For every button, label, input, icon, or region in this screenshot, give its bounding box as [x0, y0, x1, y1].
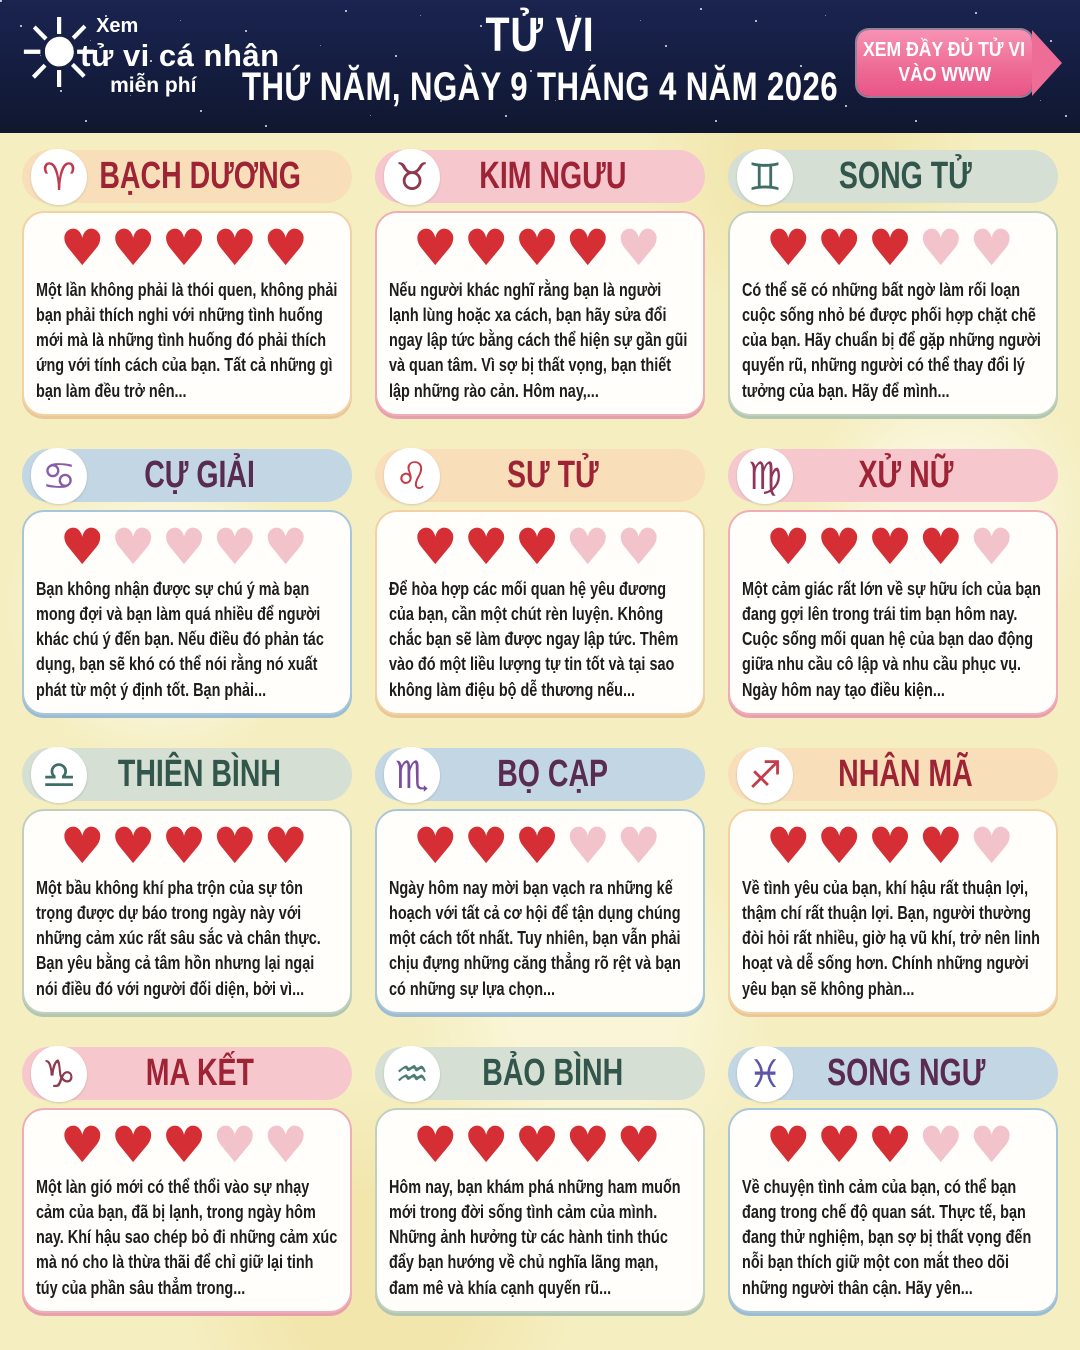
heart-empty-icon: ♥: [616, 219, 668, 277]
heart-filled-icon: ♥: [59, 518, 111, 576]
zodiac-card-header: [728, 1047, 1058, 1100]
page-title: TỬ VI: [485, 9, 595, 62]
heart-filled-icon: ♥: [816, 518, 868, 576]
zodiac-name: SƯ TỬ: [506, 454, 599, 496]
heart-filled-icon: ♥: [59, 1116, 111, 1174]
zodiac-name: BẢO BÌNH: [482, 1052, 624, 1094]
heart-filled-icon: ♥: [412, 518, 464, 576]
horoscope-text: Để hòa hợp các mối quan hệ yêu đương của bạn, cần một chút rèn luyện. Không chắc bạn sẽ làm được ngay lập tức. Thêm vào đó một liều lượng tự tin tốt và tại sao không làm điệu bộ dễ thương nếu...: [389, 578, 679, 700]
zodiac-card-body: [375, 510, 705, 715]
zodiac-card-body: [375, 809, 705, 1014]
zodiac-card-body: [375, 1108, 705, 1313]
zodiac-card-body: [728, 510, 1058, 715]
horoscope-text: Hôm nay, bạn khám phá những ham muốn mới trong đời sống tình cảm của mình. Những ảnh hưởng từ các hành tinh thúc đẩy bạn hướng về chủ nghĩa lãng mạn, đam mê và khía cạnh quyến rũ...: [389, 1176, 681, 1298]
cancer-icon: ♋: [31, 448, 87, 504]
heart-filled-icon: ♥: [616, 1116, 668, 1174]
zodiac-name: NHÂN MÃ: [838, 753, 974, 795]
aquarius-icon: ♒: [384, 1046, 440, 1102]
heart-empty-icon: ♥: [565, 817, 617, 875]
zodiac-card: [375, 1047, 705, 1313]
sagittarius-icon: ♐: [737, 747, 793, 803]
hearts-rating: [742, 518, 1044, 576]
heart-filled-icon: ♥: [110, 1116, 162, 1174]
zodiac-card: [728, 748, 1058, 1014]
zodiac-name: SONG TỬ: [839, 155, 973, 197]
logo-line-1: Xem: [96, 14, 139, 37]
horoscope-text: Một làn gió mới có thể thổi vào sự nhạy cảm của bạn, đã bị lạnh, trong ngày hôm nay. Khí hậu sao chép bỏ đi những cảm xúc mà nó cho là thừa thãi để chỉ giữ lại tinh túy của phần sâu thẳm trong...: [36, 1176, 338, 1298]
heart-filled-icon: ♥: [212, 219, 264, 277]
zodiac-name: THIÊN BÌNH: [118, 753, 282, 795]
heart-filled-icon: ♥: [212, 817, 264, 875]
site-logo-text: [80, 15, 280, 98]
leo-icon: ♌: [384, 448, 440, 504]
cta-button[interactable]: [857, 30, 1032, 96]
heart-filled-icon: ♥: [412, 1116, 464, 1174]
zodiac-card: [375, 150, 705, 416]
zodiac-card-header: [375, 1047, 705, 1100]
zodiac-card-header: [22, 150, 352, 203]
star-field-decor-small: [0, 0, 1, 1]
zodiac-card: [375, 748, 705, 1014]
heart-filled-icon: ♥: [161, 1116, 213, 1174]
zodiac-card-body: [728, 809, 1058, 1014]
date-heading: THỨ NĂM, NGÀY 9 THÁNG 4 NĂM 2026: [241, 65, 839, 109]
zodiac-card: [375, 449, 705, 715]
zodiac-card-body: [728, 211, 1058, 416]
heart-empty-icon: ♥: [918, 219, 970, 277]
heart-filled-icon: ♥: [463, 1116, 515, 1174]
zodiac-card-header: [375, 449, 705, 502]
heart-filled-icon: ♥: [59, 817, 111, 875]
heart-empty-icon: ♥: [161, 518, 213, 576]
horoscope-text: Một bầu không khí pha trộn của sự tôn trọng được dự báo trong ngày này với những cảm xúc rất sâu sắc và chân thực. Bạn yêu bằng cả tâm hồn nhưng lại ngại nói điều đó với người đối diện, bởi vì...: [36, 877, 321, 999]
hearts-rating: [389, 1116, 691, 1174]
heart-filled-icon: ♥: [918, 518, 970, 576]
scorpio-icon: ♏: [384, 747, 440, 803]
hearts-rating: [36, 518, 338, 576]
zodiac-card: [22, 150, 352, 416]
logo-line-2: tử vi cá nhân: [80, 37, 280, 73]
taurus-icon: ♉: [384, 149, 440, 205]
heart-filled-icon: ♥: [514, 1116, 566, 1174]
heart-filled-icon: ♥: [765, 518, 817, 576]
hearts-rating: [389, 518, 691, 576]
zodiac-name: BỌ CẠP: [497, 753, 609, 795]
heart-filled-icon: ♥: [412, 219, 464, 277]
heart-filled-icon: ♥: [161, 817, 213, 875]
hearts-rating: [742, 1116, 1044, 1174]
hearts-rating: [389, 817, 691, 875]
heart-filled-icon: ♥: [263, 219, 315, 277]
heart-empty-icon: ♥: [616, 518, 668, 576]
heart-filled-icon: ♥: [110, 817, 162, 875]
zodiac-card-body: [22, 211, 352, 416]
site-logo: [16, 0, 280, 110]
zodiac-card-header: [22, 748, 352, 801]
heart-empty-icon: ♥: [263, 518, 315, 576]
zodiac-card-header: [728, 449, 1058, 502]
hearts-rating: [36, 817, 338, 875]
heart-filled-icon: ♥: [412, 817, 464, 875]
heart-empty-icon: ♥: [565, 518, 617, 576]
heart-empty-icon: ♥: [969, 1116, 1021, 1174]
heart-filled-icon: ♥: [565, 219, 617, 277]
horoscope-text: Một lần không phải là thói quen, không phải bạn phải thích nghi với những tình huống mới mà là những tình huống đó phải thích ứng với tính cách của bạn. Tất cả những gì bạn làm đều trở nên...: [36, 279, 338, 401]
heart-empty-icon: ♥: [212, 518, 264, 576]
heart-filled-icon: ♥: [867, 1116, 919, 1174]
heart-empty-icon: ♥: [616, 817, 668, 875]
heart-filled-icon: ♥: [918, 817, 970, 875]
zodiac-card: [22, 748, 352, 1014]
heart-filled-icon: ♥: [514, 219, 566, 277]
zodiac-name: BẠCH DƯƠNG: [98, 155, 301, 197]
hearts-rating: [389, 219, 691, 277]
zodiac-card-body: [22, 1108, 352, 1313]
heart-filled-icon: ♥: [463, 518, 515, 576]
top-banner: [0, 0, 1080, 133]
zodiac-card: [22, 449, 352, 715]
zodiac-name: MA KẾT: [145, 1052, 254, 1094]
zodiac-grid: [22, 150, 1058, 1313]
heart-empty-icon: ♥: [212, 1116, 264, 1174]
cta-line-1: XEM ĐẦY ĐỦ TỬ VI: [863, 39, 1026, 61]
hearts-rating: [742, 219, 1044, 277]
zodiac-card: [728, 150, 1058, 416]
hearts-rating: [36, 1116, 338, 1174]
aries-icon: ♈: [31, 149, 87, 205]
heart-filled-icon: ♥: [110, 219, 162, 277]
heart-empty-icon: ♥: [918, 1116, 970, 1174]
heart-filled-icon: ♥: [867, 817, 919, 875]
pisces-icon: ♓: [737, 1046, 793, 1102]
heart-filled-icon: ♥: [816, 817, 868, 875]
horoscope-text: Về chuyện tình cảm của bạn, có thể bạn đang trong chế độ quan sát. Thực tế, bạn đang thử nghiệm, bạn sợ bị thất vọng đến nỗi bạn thích giữ một con mắt theo dõi những người thân cận. Hãy yên...: [742, 1176, 1032, 1298]
heart-empty-icon: ♥: [969, 817, 1021, 875]
heart-empty-icon: ♥: [263, 1116, 315, 1174]
virgo-icon: ♍: [737, 448, 793, 504]
heart-filled-icon: ♥: [816, 1116, 868, 1174]
heart-filled-icon: ♥: [565, 1116, 617, 1174]
zodiac-card-header: [375, 150, 705, 203]
zodiac-card-header: [728, 748, 1058, 801]
heart-filled-icon: ♥: [765, 219, 817, 277]
horoscope-text: Bạn không nhận được sự chú ý mà bạn mong đợi và bạn làm quá nhiều để người khác chú ý đến bạn. Nếu điều đó phản tác dụng, bạn sẽ khó có thể nói rằng nó xuất phát từ một ý định tốt. Bạn phải...: [36, 578, 324, 700]
gemini-icon: ♊: [737, 149, 793, 205]
heart-filled-icon: ♥: [765, 817, 817, 875]
heart-filled-icon: ♥: [161, 219, 213, 277]
zodiac-name: SONG NGƯ: [826, 1052, 985, 1094]
zodiac-card-header: [375, 748, 705, 801]
logo-line-3: miễn phí: [110, 73, 197, 97]
zodiac-card-header: [728, 150, 1058, 203]
heart-filled-icon: ♥: [463, 219, 515, 277]
heart-filled-icon: ♥: [867, 518, 919, 576]
zodiac-card: [728, 1047, 1058, 1313]
horoscope-text: Nếu người khác nghĩ rằng bạn là người lạnh lùng hoặc xa cách, bạn hãy sửa đổi ngay lập tức bằng cách thể hiện sự gần gũi và quan tâm. Vì sợ bị thất vọng, bạn thiết lập những rào cản. Hôm nay,...: [389, 279, 688, 401]
heart-empty-icon: ♥: [969, 518, 1021, 576]
zodiac-card-body: [22, 510, 352, 715]
zodiac-card-body: [375, 211, 705, 416]
capricorn-icon: ♑: [31, 1046, 87, 1102]
zodiac-card-body: [22, 809, 352, 1014]
zodiac-card-header: [22, 449, 352, 502]
heart-empty-icon: ♥: [110, 518, 162, 576]
heart-filled-icon: ♥: [59, 219, 111, 277]
zodiac-card: [22, 1047, 352, 1313]
heart-filled-icon: ♥: [765, 1116, 817, 1174]
heart-filled-icon: ♥: [263, 817, 315, 875]
zodiac-name: XỬ NỮ: [858, 454, 954, 496]
zodiac-card-header: [22, 1047, 352, 1100]
hearts-rating: [36, 219, 338, 277]
zodiac-card: [728, 449, 1058, 715]
hearts-rating: [742, 817, 1044, 875]
heart-filled-icon: ♥: [816, 219, 868, 277]
zodiac-name: CỰ GIẢI: [144, 454, 256, 496]
zodiac-name: KIM NGƯU: [479, 155, 627, 197]
heart-filled-icon: ♥: [867, 219, 919, 277]
horoscope-text: Ngày hôm nay mời bạn vạch ra những kế hoạch với tất cả cơ hội để tận dụng chúng một cách tốt nhất. Tuy nhiên, bạn vẫn phải chịu đựng những căng thẳng rõ rệt và bạn có những sự lựa chọn...: [389, 877, 681, 999]
horoscope-text: Có thể sẽ có những bất ngờ làm rối loạn cuộc sống nhỏ bé được phối hợp chặt chẽ của bạn. Hãy chuẩn bị để gặp những người quyến rũ, những người có thể thay đổi lý tưởng của bạn. Hãy để mình...: [742, 279, 1041, 401]
horoscope-text: Một cảm giác rất lớn về sự hữu ích của bạn đang gợi lên trong trái tim bạn hôm nay. Cuộc sống mối quan hệ của bạn dao động giữa nhu cầu cô lập và nhu cầu phục vụ. Ngày hôm nay tạo điều kiện...: [742, 578, 1041, 700]
horoscope-text: Về tình yêu của bạn, khí hậu rất thuận lợi, thậm chí rất thuận lợi. Bạn, người thường đòi hỏi rất nhiều, giờ hạ vũ khí, trở nên linh hoạt và dễ sống hơn. Chính những người yêu bạn sẽ không phàn...: [742, 877, 1040, 999]
heart-filled-icon: ♥: [514, 518, 566, 576]
sun-logo-icon: ☀: [16, 0, 103, 110]
zodiac-card-body: [728, 1108, 1058, 1313]
heart-filled-icon: ♥: [463, 817, 515, 875]
cta-line-2: VÀO WWW: [898, 64, 991, 86]
heart-filled-icon: ♥: [514, 817, 566, 875]
heart-empty-icon: ♥: [969, 219, 1021, 277]
libra-icon: ♎: [31, 747, 87, 803]
